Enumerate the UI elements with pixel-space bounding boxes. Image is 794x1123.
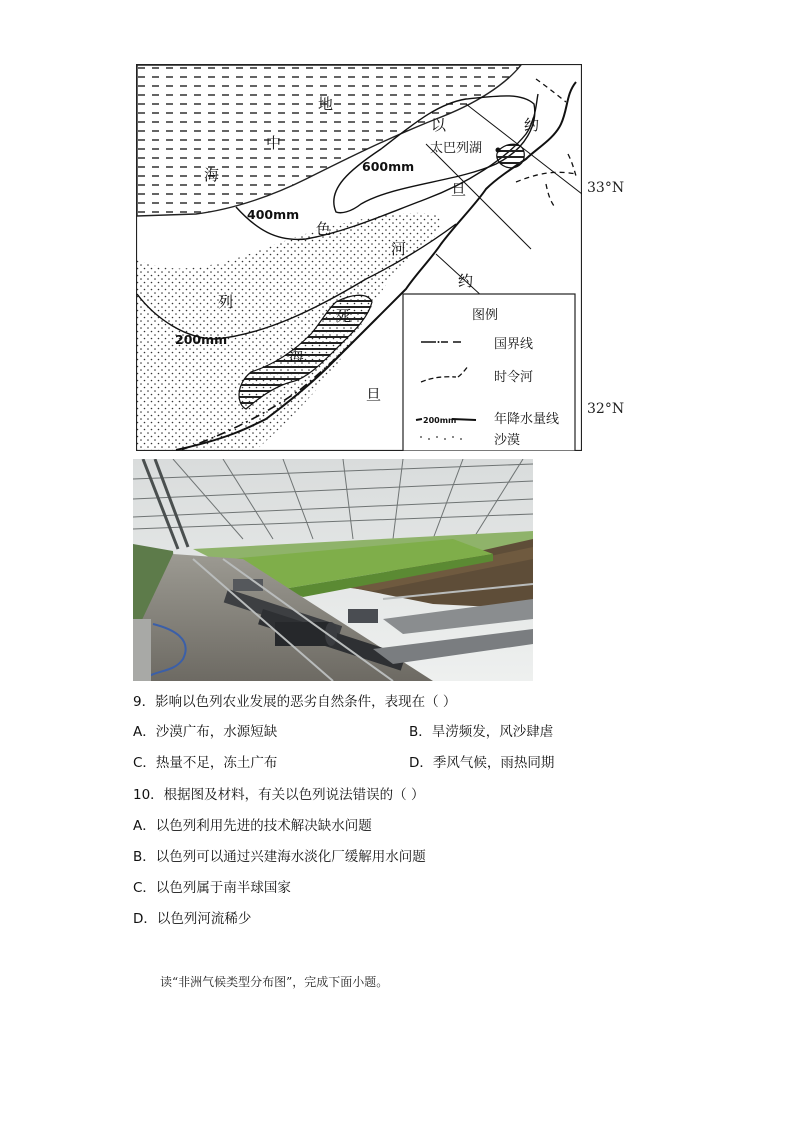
map-legend — [403, 294, 575, 451]
lake-tiberias — [497, 144, 524, 168]
q10-option-a[interactable]: A．以色列利用先进的技术解决缺水问题 — [133, 818, 372, 834]
lake-tiberias-label: 太巴列湖 — [430, 141, 483, 156]
q9-stem: 9．影响以色列农业发展的恶劣自然条件，表现在（ ） — [133, 694, 457, 710]
legend-isohyet: 年降水量线 — [494, 412, 560, 427]
israel-label-3: 列 — [218, 293, 234, 311]
greenhouse-photo — [133, 459, 533, 681]
isohyet-200-label: 200mm — [175, 332, 228, 347]
q9-option-b[interactable]: B．旱涝频发，风沙肆虐 — [409, 724, 554, 740]
sea-label-2: 中 — [266, 134, 282, 152]
latitude-33n: 33°N — [587, 180, 625, 196]
sea-label-3: 海 — [204, 166, 220, 184]
isohyet-600-label: 600mm — [362, 159, 415, 174]
israel-precipitation-map — [136, 64, 582, 451]
q10-option-d[interactable]: D．以色列河流稀少 — [133, 911, 252, 927]
jordan-label-1: 约 — [458, 272, 474, 290]
legend-title: 图例 — [472, 308, 499, 323]
dead-sea-label-1: 死 — [336, 307, 352, 325]
jordan-river-label-2: 河 — [391, 240, 407, 258]
legend-desert: 沙漠 — [494, 433, 521, 448]
q10-option-b[interactable]: B．以色列可以通过兴建海水淡化厂缓解用水问题 — [133, 849, 426, 865]
israel-label-2: 色 — [316, 220, 332, 238]
legend-seasonal-river: 时令河 — [494, 370, 534, 385]
q9-option-a[interactable]: A．沙漠广布，水源短缺 — [133, 724, 278, 740]
isohyet-400-label: 400mm — [247, 207, 300, 222]
latitude-32n: 32°N — [587, 401, 625, 417]
q10-stem: 10．根据图及材料，有关以色列说法错误的（ ） — [133, 787, 425, 803]
israel-label-1: 以 — [431, 116, 447, 134]
dead-sea-label-2: 海 — [289, 346, 305, 364]
reading-note: 读“非洲气候类型分布图”，完成下面小题。 — [160, 975, 389, 989]
legend-isohyet-sample: 200mm — [423, 416, 457, 425]
q9-option-c[interactable]: C．热量不足，冻土广布 — [133, 755, 278, 771]
jordan-label-2: 旦 — [366, 386, 382, 404]
q10-option-c[interactable]: C．以色列属于南半球国家 — [133, 880, 291, 896]
sea-label-1: 地 — [318, 95, 334, 113]
q9-option-d[interactable]: D．季风气候，雨热同期 — [409, 755, 555, 771]
jordan-label-north: 约 — [524, 116, 540, 134]
legend-border: 国界线 — [494, 337, 534, 352]
jordan-river-label-1: 旦 — [451, 181, 467, 199]
